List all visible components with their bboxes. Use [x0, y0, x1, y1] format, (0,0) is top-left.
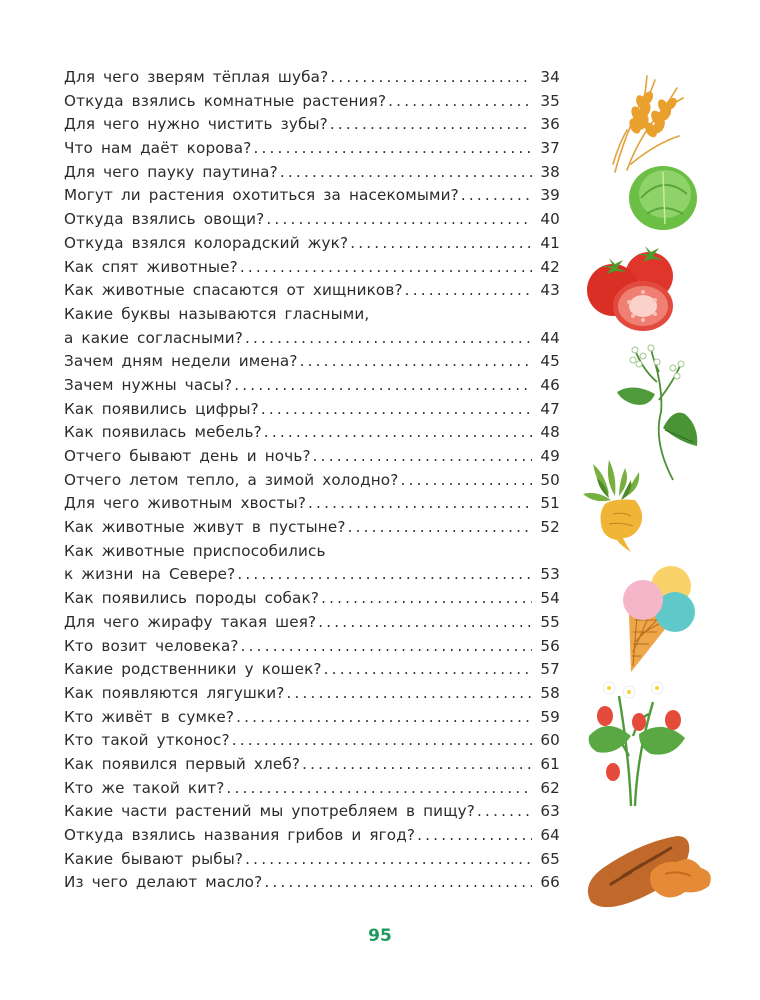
toc-entry-title: Какие части растений мы употребляем в пищу?: [64, 802, 476, 821]
toc-entry-title: Как появились породы собак?: [64, 589, 320, 608]
toc-entry-title: Могут ли растения охотиться за насекомыми?: [64, 186, 459, 205]
dot-leader: [400, 469, 532, 493]
toc-line: [64, 398, 560, 422]
toc-entry-page: 61: [540, 754, 560, 773]
toc-entry-title: Откуда взялись комнатные растения?: [64, 91, 387, 110]
toc-entry[interactable]: [64, 184, 560, 208]
dot-leader: [253, 137, 532, 161]
toc-entry[interactable]: [64, 303, 560, 350]
dot-leader: [237, 563, 532, 587]
table-of-contents: [64, 66, 560, 895]
toc-line: [64, 256, 560, 280]
wheat-icon: [605, 74, 685, 174]
toc-entry-title: Зачем дням недели имена?: [64, 352, 298, 371]
toc-entry-page: 64: [540, 826, 560, 844]
toc-line: [64, 469, 560, 493]
toc-entry-title: Как спят животные?: [64, 257, 238, 276]
dot-leader: [330, 113, 532, 137]
toc-line: [64, 161, 560, 185]
dot-leader: [330, 66, 532, 90]
toc-entry-page: 35: [540, 91, 560, 110]
toc-entry-page: 43: [540, 281, 560, 300]
toc-entry-page: 65: [540, 849, 560, 868]
toc-entry-page: 54: [540, 589, 560, 608]
toc-entry[interactable]: [64, 232, 560, 256]
toc-entry-title: Кто же такой кит?: [64, 778, 225, 797]
toc-entry-title: Как появилась мебель?: [64, 423, 262, 442]
toc-entry-title: Какие бывают рыбы?: [64, 849, 244, 868]
dot-leader: [388, 90, 532, 114]
toc-entry-page: 55: [540, 612, 560, 631]
toc-entry-title: Что нам даёт корова?: [64, 139, 252, 158]
toc-line: [64, 303, 560, 327]
dot-leader: [300, 350, 532, 374]
toc-line: [64, 232, 560, 256]
dot-leader: [241, 635, 532, 659]
toc-line: [64, 777, 560, 801]
toc-line: [64, 208, 560, 232]
toc-entry[interactable]: [64, 682, 560, 706]
toc-line: [64, 66, 560, 90]
toc-entry-page: 53: [540, 565, 560, 584]
toc-entry-title: Для чего зверям тёплая шуба?: [64, 68, 329, 86]
toc-entry[interactable]: [64, 90, 560, 114]
toc-entry[interactable]: [64, 350, 560, 374]
toc-entry-page: 60: [540, 731, 560, 750]
dot-leader: [405, 279, 532, 303]
dot-leader: [286, 682, 532, 706]
toc-entry-title: Откуда взялись овощи?: [64, 210, 265, 229]
toc-line: [64, 113, 560, 137]
toc-line: [64, 184, 560, 208]
toc-line: [64, 445, 560, 469]
dot-leader: [234, 374, 532, 398]
toc-entry-title: Для чего пауку паутина?: [64, 162, 278, 181]
toc-entry[interactable]: [64, 753, 560, 777]
page-number: 95: [368, 926, 392, 946]
ice-cream-icon: [615, 560, 695, 676]
toc-line: [64, 682, 560, 706]
dot-leader: [232, 729, 532, 753]
toc-entry[interactable]: [64, 777, 560, 801]
toc-line: [64, 90, 560, 114]
toc-entry[interactable]: [64, 540, 560, 587]
toc-entry-title: Кто такой утконос?: [64, 731, 230, 750]
toc-entry[interactable]: [64, 469, 560, 493]
toc-entry-page: 37: [540, 139, 560, 158]
toc-entry-page: 40: [540, 210, 560, 229]
dot-leader: [313, 445, 532, 469]
toc-entry-page: 34: [540, 68, 560, 86]
toc-entry-page: 41: [540, 233, 560, 252]
toc-entry-title: Кто живёт в сумке?: [64, 707, 235, 726]
toc-entry-page: 46: [540, 375, 560, 394]
toc-entry[interactable]: [64, 161, 560, 185]
toc-entry-title: Как животные приспособились: [64, 541, 326, 560]
toc-entry-title: Для чего жирафу такая шея?: [64, 612, 317, 631]
strawberry-plant-icon: [583, 676, 693, 806]
toc-entry-page: 50: [540, 470, 560, 489]
illustrations-column: [575, 60, 725, 920]
toc-line: [64, 635, 560, 659]
dot-leader: [477, 800, 532, 824]
dot-leader: [240, 256, 532, 280]
toc-entry-page: 62: [540, 778, 560, 797]
toc-entry[interactable]: [64, 635, 560, 659]
toc-entry-page: 39: [540, 186, 560, 205]
toc-line: [64, 824, 560, 848]
dot-leader: [318, 611, 532, 635]
toc-entry[interactable]: [64, 492, 560, 516]
toc-entry-title: к жизни на Севере?: [64, 565, 236, 584]
toc-line: [64, 706, 560, 730]
dot-leader: [308, 492, 532, 516]
toc-line: [64, 137, 560, 161]
toc-entry-page: 58: [540, 683, 560, 702]
toc-entry-title: Как появляются лягушки?: [64, 683, 285, 702]
toc-entry-title: Как появился первый хлеб?: [64, 754, 301, 773]
toc-line: [64, 374, 560, 398]
toc-entry-title: Откуда взялись названия грибов и ягод?: [64, 826, 416, 844]
toc-entry-page: 49: [540, 447, 560, 465]
dot-leader: [261, 398, 532, 422]
toc-line: [64, 279, 560, 303]
toc-entry-page: 38: [540, 162, 560, 181]
toc-line: [64, 658, 560, 682]
dot-leader: [302, 753, 532, 777]
toc-line: [64, 492, 560, 516]
dot-leader: [264, 421, 532, 445]
toc-entry-title: Отчего бывают день и ночь?: [64, 447, 311, 465]
toc-entry-title: Для чего нужно чистить зубы?: [64, 115, 328, 134]
toc-entry-page: 52: [540, 518, 560, 537]
toc-entry-title: Зачем нужны часы?: [64, 375, 233, 394]
turnip-icon: [579, 458, 659, 558]
toc-entry[interactable]: [64, 587, 560, 611]
toc-line: [64, 350, 560, 374]
toc-line: [64, 871, 560, 895]
toc-entry[interactable]: [64, 421, 560, 445]
toc-entry-page: 42: [540, 257, 560, 276]
toc-entry-title: Какие родственники у кошек?: [64, 660, 322, 679]
toc-entry-page: 56: [540, 636, 560, 655]
toc-entry-title: Из чего делают масло?: [64, 873, 263, 892]
toc-entry[interactable]: [64, 729, 560, 753]
toc-entry-page: 66: [540, 873, 560, 892]
toc-entry[interactable]: [64, 137, 560, 161]
toc-entry-title: Отчего летом тепло, а зимой холодно?: [64, 470, 399, 489]
toc-line: [64, 800, 560, 824]
toc-entry-title: Как животные спасаются от хищников?: [64, 281, 403, 300]
toc-line: [64, 848, 560, 872]
toc-entry-title: Откуда взялся колорадский жук?: [64, 233, 349, 252]
dot-leader: [264, 871, 532, 895]
dot-leader: [245, 848, 532, 872]
toc-entry[interactable]: [64, 398, 560, 422]
toc-line: [64, 753, 560, 777]
toc-entry[interactable]: [64, 256, 560, 280]
toc-entry-title: Для чего животным хвосты?: [64, 494, 307, 513]
toc-entry[interactable]: [64, 824, 560, 848]
toc-entry-page: 44: [540, 328, 560, 347]
toc-line: [64, 516, 560, 540]
toc-entry[interactable]: [64, 374, 560, 398]
toc-entry[interactable]: [64, 848, 560, 872]
toc-line: [64, 421, 560, 445]
toc-entry[interactable]: [64, 516, 560, 540]
toc-entry-page: 59: [540, 707, 560, 726]
dot-leader: [417, 824, 532, 848]
dot-leader: [236, 706, 532, 730]
bread-icon: [581, 828, 717, 912]
toc-line: [64, 327, 560, 351]
toc-entry-page: 51: [540, 494, 560, 513]
toc-entry-title: Какие буквы называются гласными,: [64, 304, 370, 323]
dot-leader: [461, 184, 532, 208]
toc-entry[interactable]: [64, 658, 560, 682]
toc-entry[interactable]: [64, 113, 560, 137]
toc-entry-title: Как животные живут в пустыне?: [64, 518, 346, 537]
dot-leader: [266, 208, 532, 232]
dot-leader: [324, 658, 532, 682]
toc-entry[interactable]: [64, 445, 560, 469]
toc-entry-title: Как появились цифры?: [64, 399, 259, 418]
toc-entry-title: Кто возит человека?: [64, 636, 239, 655]
toc-line: [64, 587, 560, 611]
toc-entry[interactable]: [64, 66, 560, 90]
toc-entry-page: 45: [540, 352, 560, 371]
dot-leader: [280, 161, 532, 185]
toc-entry[interactable]: [64, 208, 560, 232]
toc-line: [64, 540, 560, 564]
cabbage-icon: [627, 164, 699, 232]
dot-leader: [348, 516, 532, 540]
toc-entry-page: 48: [540, 423, 560, 442]
toc-entry[interactable]: [64, 800, 560, 824]
toc-line: [64, 729, 560, 753]
toc-entry[interactable]: [64, 871, 560, 895]
toc-entry[interactable]: [64, 706, 560, 730]
toc-entry[interactable]: [64, 279, 560, 303]
toc-entry-page: 57: [540, 660, 560, 679]
toc-line: [64, 611, 560, 635]
toc-entry-page: 47: [540, 399, 560, 418]
dot-leader: [350, 232, 532, 256]
dot-leader: [321, 587, 532, 611]
toc-line: [64, 563, 560, 587]
tomatoes-icon: [585, 244, 685, 334]
toc-entry[interactable]: [64, 611, 560, 635]
toc-entry-page: 63: [540, 802, 560, 821]
dot-leader: [226, 777, 532, 801]
toc-entry-title: а какие согласными?: [64, 328, 243, 347]
toc-entry-page: 36: [540, 115, 560, 134]
dot-leader: [245, 327, 532, 351]
